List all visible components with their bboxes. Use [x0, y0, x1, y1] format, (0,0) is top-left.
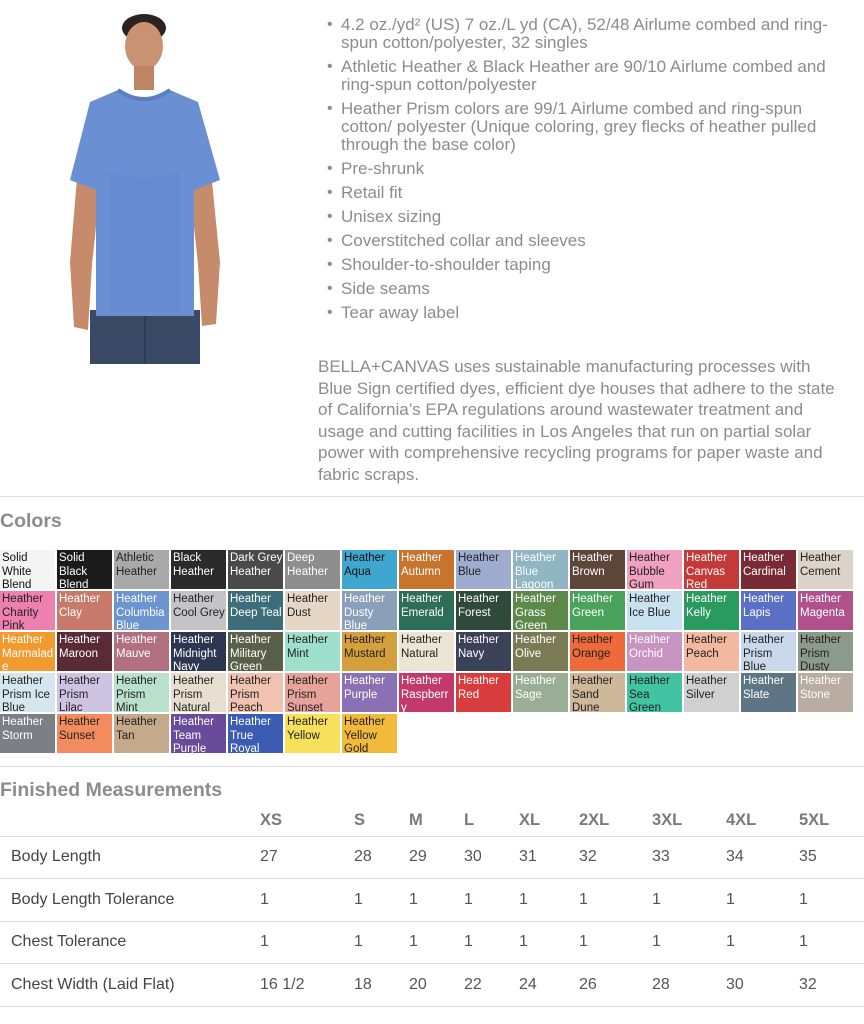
- color-swatch-label: Heather Aqua: [344, 552, 385, 578]
- color-swatch-label: Heather Cardinal: [743, 552, 786, 578]
- color-swatch-label: Heather Deep Teal: [230, 593, 282, 619]
- color-swatch-label: Heather Emerald: [401, 593, 444, 619]
- table-cell: 1: [354, 879, 409, 922]
- table-cell: 34: [726, 836, 799, 879]
- color-swatch[interactable]: [627, 591, 682, 630]
- color-swatch-label: Heather Military Green: [230, 634, 271, 671]
- feature-item: • Athletic Heather & Black Heather are 90/10 Airlume combed and ring-spun cotton/polyester: [322, 58, 842, 94]
- color-swatch[interactable]: [342, 591, 397, 630]
- color-swatch[interactable]: [513, 591, 568, 630]
- color-swatch-label: Heather Prism Blue: [743, 634, 784, 671]
- color-swatch[interactable]: [456, 632, 511, 671]
- color-swatch[interactable]: [513, 632, 568, 671]
- table-cell: 31: [519, 836, 579, 879]
- color-swatch-label: Dark Grey Heather: [230, 552, 283, 578]
- color-swatch[interactable]: [285, 714, 340, 753]
- table-cell: 1: [464, 921, 519, 964]
- table-cell: 30: [726, 964, 799, 1007]
- color-swatch-label: Heather Kelly: [686, 593, 727, 619]
- color-swatch[interactable]: [684, 632, 739, 671]
- color-swatch-label: Heather Mustard: [344, 634, 386, 660]
- color-swatch-label: Solid Black Blend: [59, 552, 89, 589]
- color-swatch-label: Heather Storm: [2, 716, 43, 742]
- color-swatch-label: Heather Prism Peach: [230, 675, 271, 712]
- table-cell: 1: [579, 921, 652, 964]
- size-header: XL: [519, 806, 579, 836]
- color-swatch-label: Black Heather: [173, 552, 214, 578]
- color-swatch[interactable]: [741, 673, 796, 712]
- table-cell: 33: [652, 836, 726, 879]
- color-swatch[interactable]: [114, 591, 169, 630]
- color-swatch-label: Heather Natural: [401, 634, 442, 660]
- color-swatch[interactable]: [456, 591, 511, 630]
- table-cell: 22: [464, 964, 519, 1007]
- color-swatch-label: Heather Charity Pink: [2, 593, 43, 630]
- feature-item: • Unisex sizing: [322, 208, 842, 226]
- color-swatch[interactable]: [456, 550, 511, 589]
- table-cell: 1: [726, 921, 799, 964]
- color-swatch[interactable]: [570, 550, 625, 589]
- color-swatch[interactable]: [285, 632, 340, 671]
- color-swatch-label: Heather Navy: [458, 634, 499, 660]
- color-swatch[interactable]: [228, 591, 283, 630]
- color-swatch[interactable]: [0, 714, 55, 753]
- color-swatch[interactable]: [684, 673, 739, 712]
- color-swatch[interactable]: [228, 550, 283, 589]
- table-cell: 16 1/2: [260, 964, 354, 1007]
- table-cell: 1: [726, 879, 799, 922]
- color-swatch-label: Heather Prism Mint: [116, 675, 157, 712]
- feature-item: • 4.2 oz./yd² (US) 7 oz./L yd (CA), 52/48 Airlume combed and ring-spun cotton/polyester, 32 singles: [322, 16, 842, 52]
- table-cell: 1: [464, 879, 519, 922]
- color-swatch-label: Heather Yellow: [287, 716, 328, 742]
- size-header: 4XL: [726, 806, 799, 836]
- table-cell: 29: [409, 836, 464, 879]
- table-cell: 1: [519, 921, 579, 964]
- feature-item: • Heather Prism colors are 99/1 Airlume combed and ring-spun cotton/ polyester (Unique coloring, grey flecks of heather pulled through the base color): [322, 100, 842, 154]
- table-cell: 32: [579, 836, 652, 879]
- color-swatch-label: Heather Silver: [686, 675, 727, 701]
- color-swatch[interactable]: [627, 550, 682, 589]
- color-swatch-label: Heather Sage: [515, 675, 556, 701]
- color-swatch[interactable]: [798, 673, 853, 712]
- color-swatch[interactable]: [228, 673, 283, 712]
- color-swatch-label: Heather Autumn: [401, 552, 442, 578]
- color-swatch[interactable]: [570, 591, 625, 630]
- color-swatch-label: Heather Lapis: [743, 593, 784, 619]
- table-cell: 27: [260, 836, 354, 879]
- size-header: XS: [260, 806, 354, 836]
- color-swatch[interactable]: [399, 673, 454, 712]
- product-description: BELLA+CANVAS uses sustainable manufacturing processes with Blue Sign certified dyes, efficient dye houses that adhere to the state of California’s EPA regulations around wastewater treatment and usage and cutting facilities in Los Angeles that run on partial solar power with comprehensive recycling programs for paper waste and fabric scraps.: [318, 357, 835, 484]
- table-cell: 1: [409, 921, 464, 964]
- color-swatch[interactable]: [513, 550, 568, 589]
- color-swatch[interactable]: [114, 632, 169, 671]
- color-swatch-label: Heather Midnight Navy: [173, 634, 217, 671]
- table-header-row: [0, 806, 864, 836]
- color-swatch-label: Heather Blue Lagoon: [515, 552, 556, 589]
- color-swatch[interactable]: [798, 632, 853, 671]
- color-swatch-label: Heather Orange: [572, 634, 613, 660]
- color-swatch-label: Solid White Blend: [2, 552, 32, 589]
- table-cell: 28: [354, 836, 409, 879]
- color-swatch-label: Heather Tan: [116, 716, 157, 742]
- color-swatch[interactable]: [0, 550, 55, 589]
- color-swatch[interactable]: [342, 714, 397, 753]
- size-header: 2XL: [579, 806, 652, 836]
- color-swatch[interactable]: [798, 591, 853, 630]
- table-cell: 1: [579, 879, 652, 922]
- color-swatch[interactable]: [342, 673, 397, 712]
- color-swatch[interactable]: [228, 714, 283, 753]
- divider: [0, 766, 864, 767]
- color-swatch-label: Heather Sea Green: [629, 675, 670, 712]
- color-swatch-label: Heather Yellow Gold: [344, 716, 385, 753]
- color-swatch[interactable]: [342, 550, 397, 589]
- table-cell: 1: [799, 921, 864, 964]
- color-swatch[interactable]: [114, 550, 169, 589]
- color-swatch[interactable]: [741, 591, 796, 630]
- color-swatch[interactable]: [741, 632, 796, 671]
- divider: [0, 496, 864, 497]
- color-swatch-label: Heather Columbia Blue: [116, 593, 165, 630]
- color-swatch-label: Heather Canvas Red: [686, 552, 727, 589]
- color-swatch[interactable]: [798, 550, 853, 589]
- color-swatch-label: Heather Dust: [287, 593, 328, 619]
- color-swatch-label: Heather Sunset: [59, 716, 100, 742]
- color-swatch[interactable]: [285, 550, 340, 589]
- color-swatch-label: Heather Stone: [800, 675, 841, 701]
- color-swatch[interactable]: [513, 673, 568, 712]
- color-swatch[interactable]: [456, 673, 511, 712]
- feature-item: • Shoulder-to-shoulder taping: [322, 256, 842, 274]
- feature-item: • Coverstitched collar and sleeves: [322, 232, 842, 250]
- color-swatch-label: Heather Orchid: [629, 634, 670, 660]
- color-swatch-label: Heather True Royal: [230, 716, 271, 753]
- color-swatch-label: Heather Prism Ice Blue: [2, 675, 50, 712]
- size-header: 5XL: [799, 806, 864, 836]
- color-swatch-label: Heather Grass Green: [515, 593, 556, 630]
- color-swatch-label: Heather Green: [572, 593, 613, 619]
- color-swatch-label: Heather Cool Grey: [173, 593, 225, 619]
- measurements-table: [0, 806, 864, 1007]
- header-label-cell: [0, 806, 260, 836]
- color-swatch-label: Heather Cement: [800, 552, 841, 578]
- color-swatch-label: Heather Prism Natural: [173, 675, 214, 712]
- table-cell: 32: [799, 964, 864, 1007]
- color-swatch-label: Heather Raspberry: [401, 675, 449, 712]
- color-swatch[interactable]: [741, 550, 796, 589]
- table-cell: 28: [652, 964, 726, 1007]
- color-swatch-label: Heather Prism Dusty: [800, 634, 841, 671]
- color-swatch[interactable]: [228, 632, 283, 671]
- color-swatch-label: Heather Prism Lilac: [59, 675, 100, 712]
- table-cell: 24: [519, 964, 579, 1007]
- feature-item: • Tear away label: [322, 304, 842, 322]
- color-swatch[interactable]: [171, 591, 226, 630]
- feature-item: • Retail fit: [322, 184, 842, 202]
- color-swatch[interactable]: [57, 673, 112, 712]
- color-swatch-label: Heather Mauve: [116, 634, 157, 660]
- color-swatch[interactable]: [285, 673, 340, 712]
- table-cell: 1: [799, 879, 864, 922]
- color-swatch[interactable]: [399, 550, 454, 589]
- color-swatch-label: Heather Ice Blue: [629, 593, 671, 619]
- color-swatch-label: Heather Sand Dune: [572, 675, 613, 712]
- color-swatch[interactable]: [0, 673, 55, 712]
- table-cell: 1: [260, 921, 354, 964]
- product-image: [60, 12, 230, 364]
- color-swatch[interactable]: [57, 632, 112, 671]
- size-header: 3XL: [652, 806, 726, 836]
- color-swatch[interactable]: [342, 632, 397, 671]
- table-cell: 1: [260, 879, 354, 922]
- table-cell: 35: [799, 836, 864, 879]
- feature-list: [322, 16, 842, 328]
- table-cell: 1: [652, 879, 726, 922]
- color-swatch-label: Heather Team Purple: [173, 716, 214, 753]
- color-swatch-label: Heather Purple: [344, 675, 385, 701]
- table-row: [0, 836, 864, 879]
- color-swatch[interactable]: [399, 591, 454, 630]
- table-cell: 26: [579, 964, 652, 1007]
- color-swatch-label: Heather Clay: [59, 593, 100, 619]
- color-swatch-label: Heather Bubble Gum: [629, 552, 670, 589]
- color-swatch-label: Heather Mint: [287, 634, 328, 660]
- row-label: Chest Tolerance: [0, 921, 260, 964]
- size-header: M: [409, 806, 464, 836]
- measurements-heading: Finished Measurements: [0, 779, 223, 801]
- color-swatch[interactable]: [0, 632, 55, 671]
- color-swatch-label: Heather Peach: [686, 634, 727, 660]
- color-swatch-label: Heather Prism Sunset: [287, 675, 328, 712]
- color-swatch[interactable]: [57, 591, 112, 630]
- feature-item: • Pre-shrunk: [322, 160, 842, 178]
- color-swatch-label: Heather Red: [458, 675, 499, 701]
- color-swatch[interactable]: [57, 550, 112, 589]
- color-swatch-label: Heather Slate: [743, 675, 784, 701]
- table-row: [0, 879, 864, 922]
- color-swatch-label: Heather Magenta: [800, 593, 845, 619]
- size-header: S: [354, 806, 409, 836]
- color-swatch[interactable]: [171, 673, 226, 712]
- color-swatch-label: Heather Dusty Blue: [344, 593, 385, 630]
- color-swatch-label: Heather Olive: [515, 634, 556, 660]
- color-swatch[interactable]: [114, 714, 169, 753]
- table-cell: 1: [409, 879, 464, 922]
- table-row: [0, 921, 864, 964]
- table-cell: 1: [354, 921, 409, 964]
- row-label: Body Length Tolerance: [0, 879, 260, 922]
- color-swatch[interactable]: [627, 673, 682, 712]
- color-swatch[interactable]: [399, 632, 454, 671]
- color-swatch-grid: [0, 550, 853, 753]
- color-swatch[interactable]: [285, 591, 340, 630]
- colors-heading: Colors: [0, 510, 62, 532]
- table-cell: 1: [519, 879, 579, 922]
- color-swatch[interactable]: [684, 550, 739, 589]
- table-cell: 18: [354, 964, 409, 1007]
- table-cell: 30: [464, 836, 519, 879]
- color-swatch[interactable]: [684, 591, 739, 630]
- color-swatch-label: Athletic Heather: [116, 552, 157, 578]
- table-cell: 1: [652, 921, 726, 964]
- color-swatch[interactable]: [57, 714, 112, 753]
- color-swatch[interactable]: [171, 632, 226, 671]
- size-header: L: [464, 806, 519, 836]
- color-swatch[interactable]: [570, 632, 625, 671]
- color-swatch[interactable]: [171, 550, 226, 589]
- color-swatch[interactable]: [171, 714, 226, 753]
- color-swatch-label: Heather Brown: [572, 552, 613, 578]
- table-cell: 20: [409, 964, 464, 1007]
- feature-item: • Side seams: [322, 280, 842, 298]
- color-swatch[interactable]: [0, 591, 55, 630]
- row-label: Chest Width (Laid Flat): [0, 964, 260, 1007]
- color-swatch-label: Deep Heather: [287, 552, 328, 578]
- color-swatch[interactable]: [114, 673, 169, 712]
- color-swatch-label: Heather Marmalade: [2, 634, 54, 671]
- color-swatch[interactable]: [570, 673, 625, 712]
- color-swatch-label: Heather Forest: [458, 593, 499, 619]
- table-row: [0, 964, 864, 1007]
- color-swatch-label: Heather Blue: [458, 552, 499, 578]
- color-swatch[interactable]: [627, 632, 682, 671]
- color-swatch-label: Heather Maroon: [59, 634, 100, 660]
- row-label: Body Length: [0, 836, 260, 879]
